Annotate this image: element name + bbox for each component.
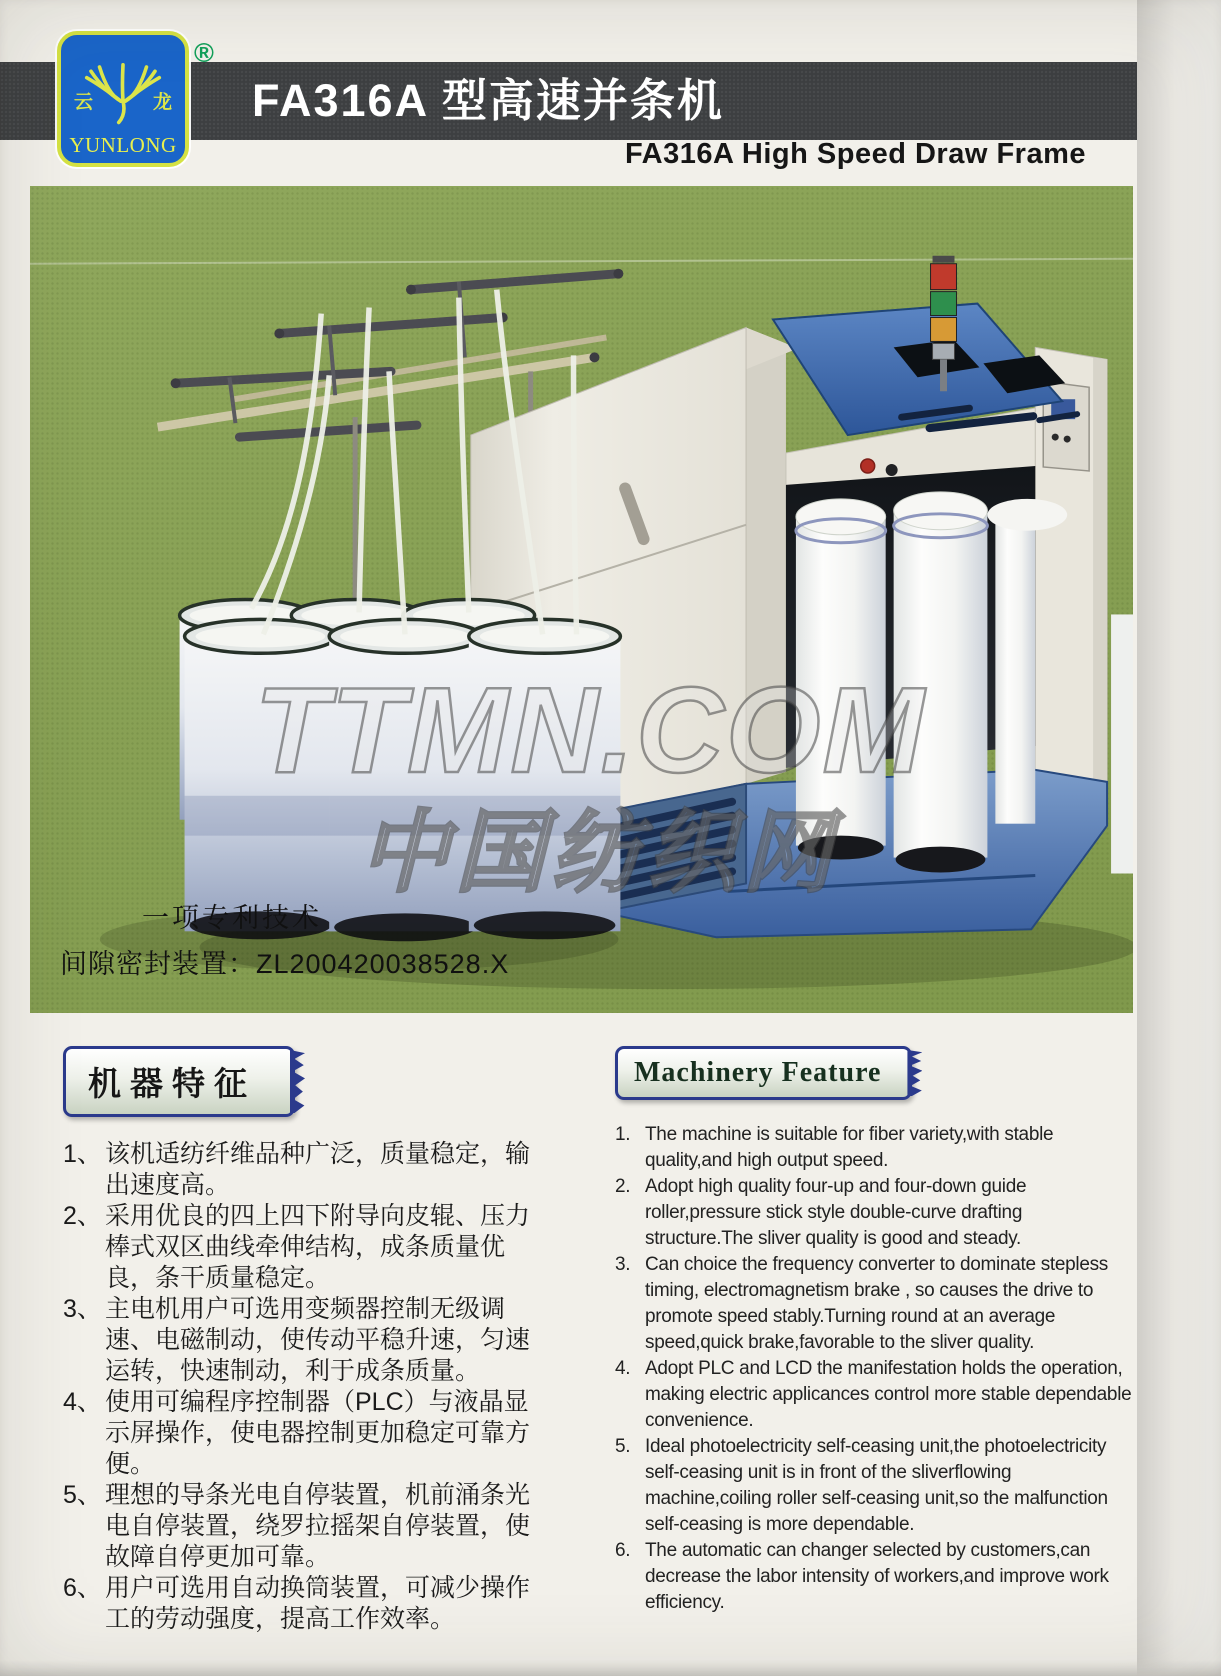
features-cn-section [63,1046,541,1635]
logo-char-long: 龙 [153,92,173,113]
features-en-heading-banner [615,1046,912,1100]
item-text: Ideal photoelectricity self-ceasing unit,the photoelectricity self-ceasing unit is in front of the sliverflowing machine,coiling roller self-ceasing unit,so the malfunction self-ceasing is more dependable. [645,1436,1108,1535]
page-right-margin [1137,0,1221,1676]
item-number: 6. [615,1540,631,1561]
feature-item [615,1434,1132,1538]
feature-item [63,1139,541,1201]
red-button [861,459,875,473]
item-text: Adopt PLC and LCD the manifestation holds the operation, making electric applicances control more stable dependable convenience. [645,1358,1132,1431]
features-en-list [615,1122,1132,1616]
item-text: Can choice the frequency converter to dominate stepless timing, electromagnetism brake , so causes the drive to promote speed stably.Turning round at an average speed,quick brake,favorable to the sliver quality. [645,1254,1108,1353]
item-number: 2. [615,1176,631,1197]
product-photo-panel [30,186,1133,1013]
item-text: 主电机用户可选用变频器控制无级调速、电磁制动，使传动平稳升速，匀速运转，快速制动，利于成条质量。 [105,1295,531,1385]
black-button [886,464,898,476]
item-number: 3、 [63,1295,102,1323]
item-number: 1、 [63,1140,102,1168]
feature-item [63,1387,541,1480]
watermark-cn: 中国纺织网 [359,803,838,904]
item-text: 用户可选用自动换筒装置，可减少操作工的劳动强度，提高工作效率。 [105,1574,531,1633]
feature-item [615,1538,1132,1616]
features-en-heading: Machinery Feature [634,1057,882,1088]
watermark-ttmn: TTMN.COM [254,661,926,798]
feature-item [63,1201,541,1294]
features-cn-heading-banner [63,1046,295,1117]
feature-item [615,1356,1132,1434]
item-number: 5. [615,1436,631,1457]
feature-item [63,1573,541,1635]
logo-brand-text: YUNLONG [69,133,177,157]
item-text: 采用优良的四上四下附导向皮辊、压力棒式双区曲线牵伸结构，成条质量优良，条干质量稳定。 [105,1202,531,1292]
features-en-section [615,1046,1132,1616]
item-number: 1. [615,1124,631,1145]
scan-fold-line [30,259,1133,264]
item-text: Adopt high quality four-up and four-down guide roller,pressure stick style double-curve drafting structure.The sliver quality is good and steady. [645,1176,1027,1249]
item-number: 6、 [63,1574,102,1602]
registered-mark: ® [194,38,214,68]
page-subtitle: FA316A High Speed Draw Frame [625,138,1086,170]
logo-char-yun: 云 [74,92,94,113]
feature-item [63,1480,541,1573]
feature-item [63,1294,541,1387]
item-number: 2、 [63,1202,102,1230]
features-cn-heading: 机器特征 [88,1065,256,1102]
patent-label: 一项专利技术 [142,903,322,933]
item-text: The machine is suitable for fiber variety,with stable quality,and high output speed. [645,1124,1054,1171]
item-text: 该机适纺纤维品种广泛，质量稳定，输出速度高。 [105,1140,531,1199]
feature-item [615,1122,1132,1174]
features-cn-list [63,1139,541,1635]
item-number: 3. [615,1254,631,1275]
item-number: 4、 [63,1388,102,1416]
item-text: 使用可编程序控制器（PLC）与液晶显示屏操作，使电器控制更加稳定可靠方便。 [105,1388,531,1478]
item-number: 4. [615,1358,631,1379]
item-text: The automatic can changer selected by customers,can decrease the labor intensity of workers,and improve work efficiency. [645,1540,1109,1613]
page-title: FA316A 型高速并条机 [252,75,724,126]
feature-item [615,1174,1132,1252]
patent-number: 间隙密封装置：ZL200420038528.X [60,949,510,979]
machine-illustration [30,186,1133,1013]
yunlong-logo [57,31,189,167]
item-number: 5、 [63,1481,102,1509]
feature-item [615,1252,1132,1356]
item-text: 理想的导条光电自停装置，机前涌条光电自停装置，绕罗拉摇架自停装置，使故障自停更加可靠。 [105,1481,531,1571]
page-bottom-margin [0,1660,1221,1676]
